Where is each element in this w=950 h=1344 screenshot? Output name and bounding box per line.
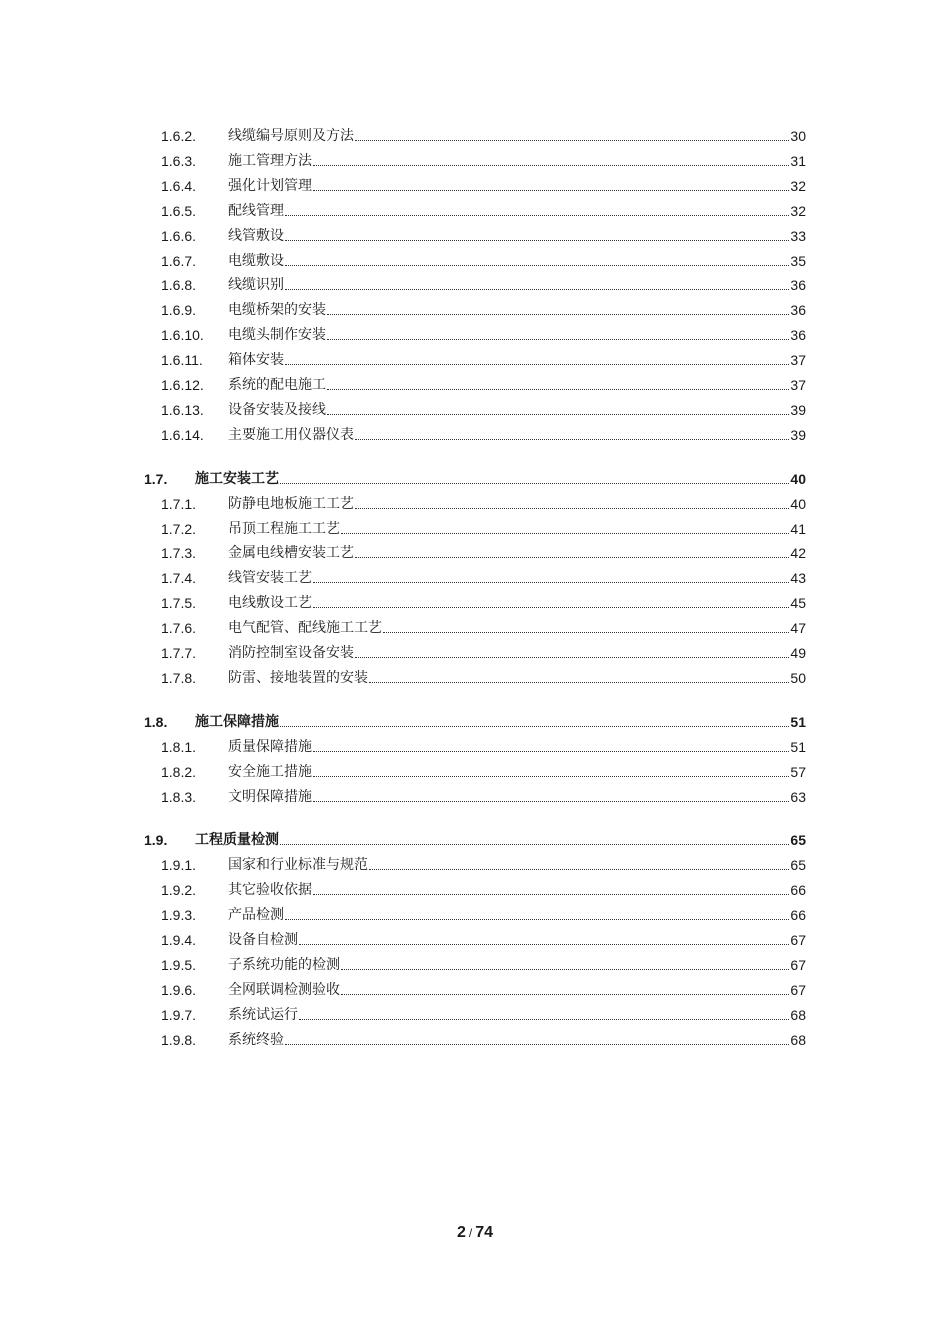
dot-leader — [327, 338, 789, 340]
toc-entry-number: 1.6.11. — [161, 352, 203, 369]
toc-entry-page-number: 32 — [790, 202, 806, 219]
toc-entry-title: 防雷、接地装置的安装 — [228, 669, 368, 686]
toc-entry-title: 主要施工用仪器仪表 — [228, 426, 354, 443]
toc-entry-number: 1.6.4. — [161, 177, 197, 194]
toc-entry-page-number: 37 — [790, 377, 806, 393]
toc-entry-number: 1.6.14. — [161, 426, 204, 443]
toc-entry[interactable] — [161, 852, 806, 874]
toc-entry-page-number: 63 — [790, 788, 806, 805]
toc-entry-page-number: 31 — [790, 152, 806, 169]
dot-leader — [280, 482, 789, 484]
toc-entry-number: 1.9.4. — [161, 932, 197, 948]
toc-entry-number: 1.8.3. — [161, 788, 197, 805]
toc-entry-page-number: 68 — [790, 1031, 806, 1048]
toc-entry-number: 1.7.4. — [161, 570, 197, 587]
toc-entry-page-number: 67 — [790, 956, 806, 973]
toc-entry[interactable] — [161, 422, 806, 444]
toc-entry-title: 文明保障措施 — [228, 788, 312, 805]
toc-entry[interactable] — [161, 640, 806, 662]
toc-entry-number: 1.6.2. — [161, 128, 197, 144]
toc-entry-title: 施工保障措施 — [195, 713, 279, 730]
toc-entry-title: 质量保障措施 — [228, 738, 312, 755]
dot-leader — [299, 943, 789, 945]
toc-section-entry[interactable] — [144, 709, 806, 731]
toc-entry-number: 1.9.8. — [161, 1031, 197, 1048]
toc-entry[interactable] — [161, 491, 806, 513]
toc-entry-page-number: 30 — [790, 128, 806, 144]
toc-entry[interactable] — [161, 123, 806, 145]
toc-entry-title: 系统终验 — [228, 1031, 284, 1048]
toc-entry-number: 1.6.5. — [161, 202, 197, 219]
toc-entry[interactable] — [161, 665, 806, 687]
toc-entry[interactable] — [161, 148, 806, 170]
page-footer — [0, 1224, 950, 1242]
toc-entry-page-number: 49 — [790, 645, 806, 661]
toc-entry-title: 金属电线槽安装工艺 — [228, 545, 354, 562]
dot-leader — [327, 413, 789, 415]
toc-entry-title: 电气配管、配线施工工艺 — [228, 620, 382, 637]
dot-leader — [341, 993, 789, 995]
toc-entry-number: 1.7.3. — [161, 545, 197, 562]
toc-entry-title: 设备自检测 — [228, 932, 298, 948]
toc-entry-title: 电线敷设工艺 — [228, 595, 312, 612]
toc-entry-title: 施工管理方法 — [228, 152, 312, 169]
toc-entry-page-number: 47 — [790, 620, 806, 637]
toc-entry[interactable] — [161, 927, 806, 949]
toc-entry-title: 线管安装工艺 — [228, 570, 312, 587]
toc-entry[interactable] — [161, 615, 806, 637]
toc-entry-number: 1.7.8. — [161, 669, 197, 686]
dot-leader — [355, 507, 789, 509]
total-page-count: 74 — [475, 1224, 494, 1241]
toc-entry-page-number: 36 — [790, 277, 806, 294]
dot-leader — [355, 438, 789, 440]
toc-entry-number: 1.6.3. — [161, 152, 197, 169]
toc-entry[interactable] — [161, 223, 806, 245]
toc-entry[interactable] — [161, 297, 806, 319]
toc-entry-page-number: 40 — [790, 470, 806, 487]
dot-leader — [313, 893, 789, 895]
toc-entry-number: 1.6.6. — [161, 227, 197, 244]
toc-entry-number: 1.6.12. — [161, 377, 204, 393]
toc-entry-page-number: 35 — [790, 252, 806, 269]
toc-entry-title: 线缆识别 — [228, 277, 284, 294]
toc-entry-number: 1.9.1. — [161, 857, 197, 874]
dot-leader — [280, 725, 789, 727]
toc-entry[interactable] — [161, 759, 806, 781]
toc-entry-title: 国家和行业标准与规范 — [228, 857, 368, 874]
dot-leader — [383, 631, 789, 633]
toc-entry[interactable] — [161, 347, 806, 369]
toc-entry-title: 子系统功能的检测 — [228, 956, 340, 973]
toc-entry-title: 强化计划管理 — [228, 177, 312, 194]
toc-entry-title: 消防控制室设备安装 — [228, 645, 354, 661]
toc-entry-number: 1.7.6. — [161, 620, 197, 637]
toc-section-entry[interactable] — [144, 466, 806, 488]
toc-entry-title: 配线管理 — [228, 202, 284, 219]
dot-leader — [313, 189, 789, 191]
dot-leader — [355, 656, 789, 658]
toc-entry[interactable] — [161, 272, 806, 294]
toc-entry-page-number: 33 — [790, 227, 806, 244]
toc-entry-number: 1.7.5. — [161, 595, 197, 612]
toc-entry-number: 1.7.2. — [161, 520, 197, 537]
dot-leader — [285, 1043, 789, 1045]
toc-entry-number: 1.7. — [144, 470, 168, 487]
toc-entry-page-number: 36 — [790, 302, 806, 319]
toc-entry-number: 1.6.10. — [161, 327, 204, 344]
toc-entry[interactable] — [161, 784, 806, 806]
toc-entry-page-number: 32 — [790, 177, 806, 194]
dot-leader — [285, 363, 789, 365]
toc-entry[interactable] — [161, 902, 806, 924]
toc-entry-number: 1.7.7. — [161, 645, 197, 661]
toc-entry[interactable] — [161, 248, 806, 270]
toc-entry-title: 全网联调检测验收 — [228, 981, 340, 998]
dot-leader — [280, 843, 789, 845]
dot-leader — [313, 750, 789, 752]
toc-entry-title: 电缆头制作安装 — [228, 327, 326, 344]
dot-leader — [313, 775, 789, 777]
toc-entry-number: 1.6.13. — [161, 401, 204, 418]
toc-entry-page-number: 39 — [790, 426, 806, 443]
toc-entry[interactable] — [161, 565, 806, 587]
toc-entry-number: 1.9.3. — [161, 907, 197, 924]
dot-leader — [285, 264, 789, 266]
dot-leader — [327, 388, 789, 390]
toc-entry[interactable] — [161, 540, 806, 562]
toc-entry[interactable] — [161, 322, 806, 344]
toc-entry-title: 施工安装工艺 — [195, 470, 279, 487]
dot-leader — [369, 868, 789, 870]
dot-leader — [285, 214, 789, 216]
toc-entry-page-number: 36 — [790, 327, 806, 344]
toc-entry-page-number: 37 — [790, 352, 806, 369]
toc-entry-page-number: 65 — [790, 857, 806, 874]
toc-entry-page-number: 51 — [790, 713, 806, 730]
toc-entry-title: 安全施工措施 — [228, 763, 312, 780]
toc-entry-number: 1.8.1. — [161, 738, 197, 755]
toc-entry-number: 1.8. — [144, 713, 168, 730]
toc-entry-page-number: 42 — [790, 545, 806, 562]
dot-leader — [313, 581, 789, 583]
toc-entry[interactable] — [161, 1002, 806, 1024]
toc-entry[interactable] — [161, 397, 806, 419]
toc-entry-number: 1.9.5. — [161, 956, 197, 973]
toc-entry[interactable] — [161, 977, 806, 999]
toc-entry-page-number: 66 — [790, 882, 806, 899]
toc-entry-page-number: 39 — [790, 401, 806, 418]
page-separator: / — [468, 1226, 473, 1240]
toc-entry[interactable] — [161, 952, 806, 974]
toc-entry-page-number: 51 — [790, 738, 806, 755]
toc-entry-title: 系统的配电施工 — [228, 377, 326, 393]
toc-entry[interactable] — [161, 1027, 806, 1049]
toc-entry-number: 1.7.1. — [161, 495, 197, 512]
dot-leader — [341, 968, 789, 970]
dot-leader — [313, 800, 789, 802]
toc-entry[interactable] — [161, 198, 806, 220]
toc-entry-page-number: 67 — [790, 932, 806, 948]
toc-section-entry[interactable] — [144, 827, 806, 849]
toc-entry-title: 防静电地板施工工艺 — [228, 495, 354, 512]
dot-leader — [369, 681, 789, 683]
toc-entry[interactable] — [161, 173, 806, 195]
toc-entry-title: 其它验收依据 — [228, 882, 312, 899]
dot-leader — [341, 532, 789, 534]
dot-leader — [285, 918, 789, 920]
toc-entry-page-number: 40 — [790, 495, 806, 512]
toc-entry-title: 线缆编号原则及方法 — [228, 128, 354, 144]
dot-leader — [299, 1018, 789, 1020]
toc-entry-page-number: 45 — [790, 595, 806, 612]
toc-entry-title: 系统试运行 — [228, 1006, 298, 1023]
toc-entry-number: 1.8.2. — [161, 763, 197, 780]
toc-entry-title: 设备安装及接线 — [228, 401, 326, 418]
toc-entry[interactable] — [161, 372, 806, 394]
toc-entry-title: 电缆桥架的安装 — [228, 302, 326, 319]
toc-entry-title: 吊顶工程施工工艺 — [228, 520, 340, 537]
toc-entry-page-number: 50 — [790, 669, 806, 686]
toc-entry-page-number: 57 — [790, 763, 806, 780]
toc-entry[interactable] — [161, 877, 806, 899]
toc-entry-page-number: 41 — [790, 520, 806, 537]
dot-leader — [355, 556, 789, 558]
toc-entry-page-number: 67 — [790, 981, 806, 998]
toc-entry-title: 电缆敷设 — [228, 252, 284, 269]
toc-entry-page-number: 68 — [790, 1006, 806, 1023]
dot-leader — [327, 313, 789, 315]
dot-leader — [313, 606, 789, 608]
toc-entry-number: 1.9.6. — [161, 981, 197, 998]
toc-entry-page-number: 65 — [790, 832, 806, 849]
toc-entry-number: 1.9. — [144, 832, 168, 849]
toc-entry-number: 1.6.7. — [161, 252, 197, 269]
toc-entry-title: 产品检测 — [228, 907, 284, 924]
toc-entry-number: 1.9.7. — [161, 1006, 197, 1023]
dot-leader — [313, 164, 789, 166]
current-page-number: 2 — [456, 1224, 466, 1241]
toc-entry-page-number: 43 — [790, 570, 806, 587]
toc-entry-number: 1.6.9. — [161, 302, 197, 319]
dot-leader — [285, 288, 789, 290]
toc-entry-number: 1.6.8. — [161, 277, 197, 294]
dot-leader — [355, 139, 789, 141]
toc-entry[interactable] — [161, 734, 806, 756]
toc-entry-page-number: 66 — [790, 907, 806, 924]
toc-entry[interactable] — [161, 516, 806, 538]
toc-entry-number: 1.9.2. — [161, 882, 197, 899]
dot-leader — [285, 239, 789, 241]
toc-entry-title: 箱体安装 — [228, 352, 284, 369]
toc-entry-title: 工程质量检测 — [195, 832, 279, 849]
toc-entry-title: 线管敷设 — [228, 227, 284, 244]
toc-entry[interactable] — [161, 590, 806, 612]
